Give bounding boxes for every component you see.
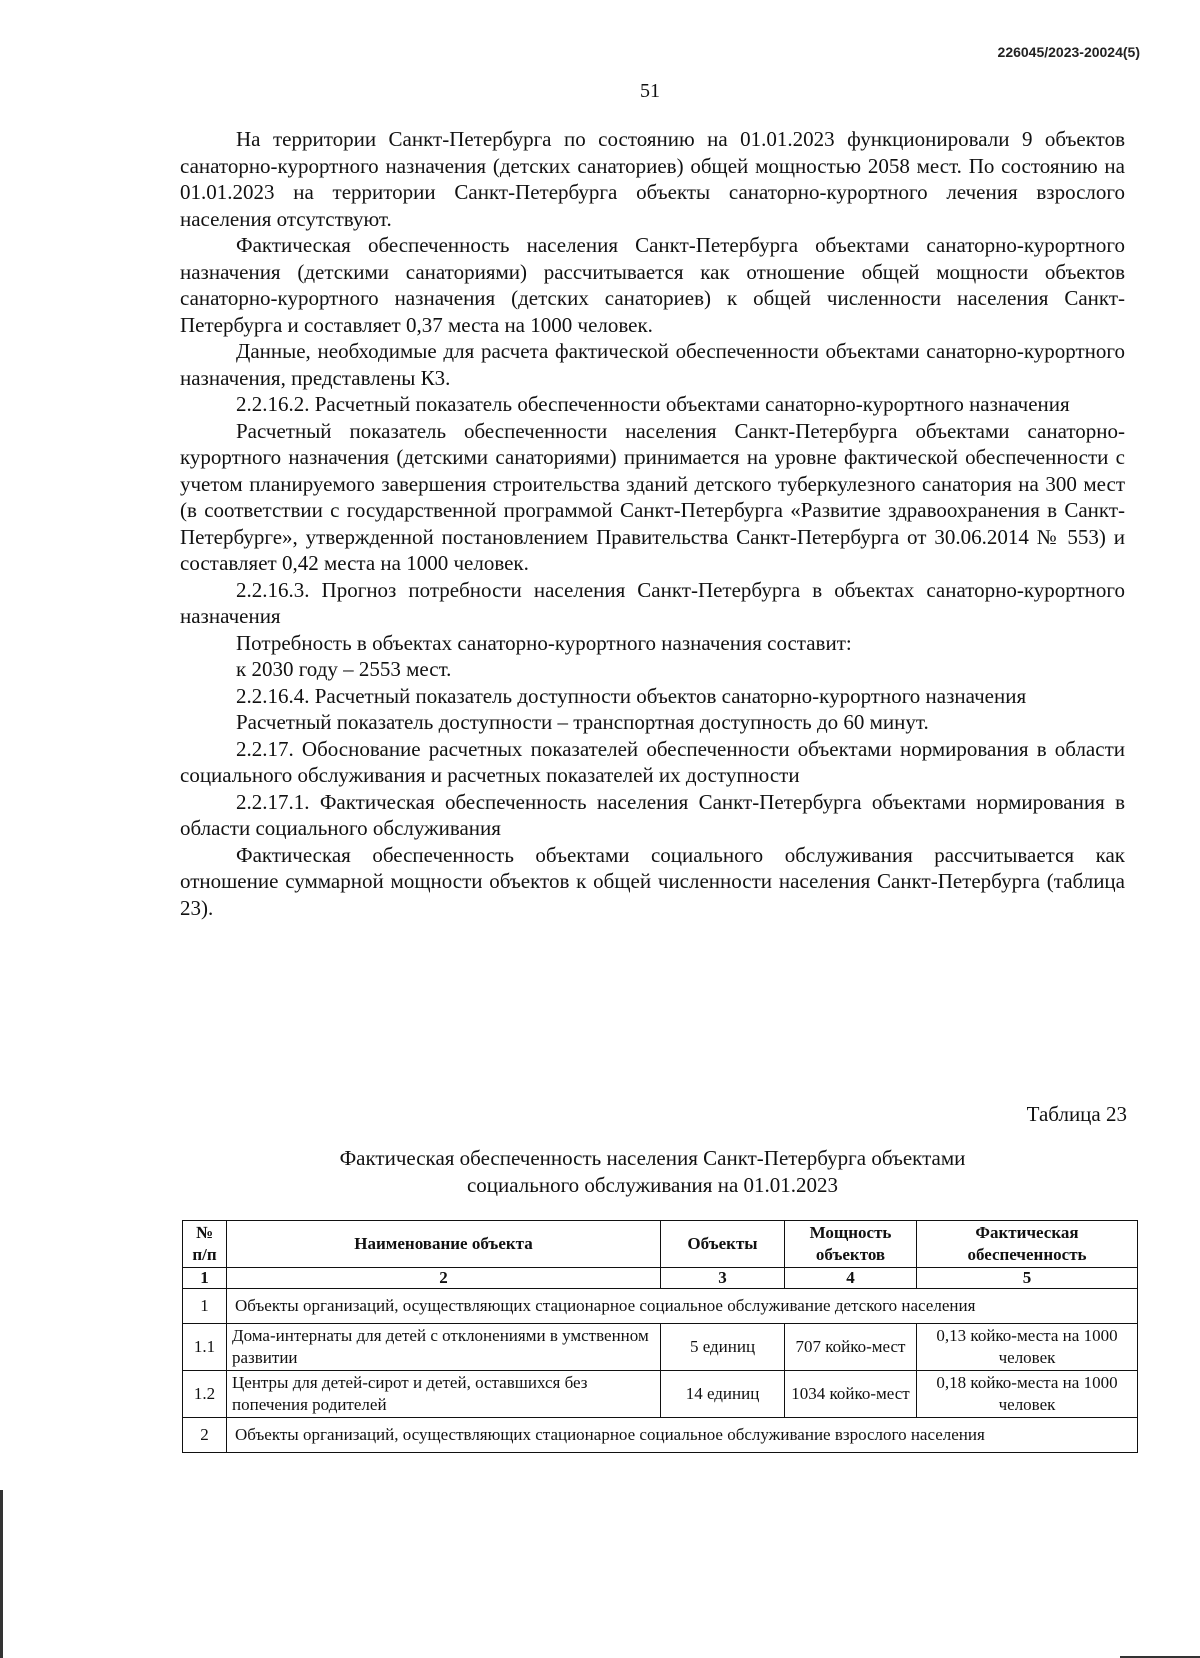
section-title: Объекты организаций, осуществляющих стационарное социальное обслуживание взрослого населения xyxy=(227,1418,1138,1453)
row-number: 1 xyxy=(183,1289,227,1324)
object-capacity: 1034 койко-мест xyxy=(785,1371,917,1418)
section-row xyxy=(183,1289,1138,1324)
column-number: 4 xyxy=(785,1268,917,1289)
document-id: 226045/2023-20024(5) xyxy=(997,44,1140,60)
table-container xyxy=(182,1220,1138,1453)
object-provision: 0,18 койко-места на 1000 человек xyxy=(917,1371,1138,1418)
table-header-row xyxy=(183,1221,1138,1268)
section-heading: 2.2.16.4. Расчетный показатель доступности объектов санаторно-курортного назначения xyxy=(236,683,1027,708)
table-row xyxy=(183,1371,1138,1418)
section-heading: 2.2.16.3. Прогноз потребности населения Санкт-Петербурга в объектах санаторно-курортного назначения xyxy=(180,577,1125,628)
scan-edge-mark xyxy=(0,1490,3,1658)
row-number: 1.2 xyxy=(183,1371,227,1418)
paragraph: Фактическая обеспеченность объектами социального обслуживания рассчитывается как отношение суммарной мощности объектов к общей численности населения Санкт-Петербурга (таблица 23). xyxy=(180,842,1125,920)
header-cell: № п/п xyxy=(183,1221,227,1268)
column-number: 3 xyxy=(661,1268,785,1289)
object-name: Дома-интернаты для детей с отклонениями в умственном развитии xyxy=(227,1324,661,1371)
paragraph: Расчетный показатель доступности – транспортная доступность до 60 минут. xyxy=(236,710,929,734)
page-number: 51 xyxy=(640,80,660,102)
paragraph: Расчетный показатель обеспеченности населения Санкт-Петербурга объектами санаторно-курортного назначения (детскими санаториями) принимается на уровне фактической обеспеченности с учетом планируемого завершения строительства зданий детского туберкулезного санатория на 300 мест (в соответствии с государственной программой Санкт-Петербурга «Развитие здравоохранения в Санкт-Петербурге», утвержденной постановлением Правительства Санкт-Петербурга от 30.06.2014 № 553) и составляет 0,42 места на 1000 человек. xyxy=(180,418,1125,575)
paragraph: Фактическая обеспеченность населения Санкт-Петербурга объектами санаторно-курортного назначения (детскими санаториями) рассчитывается как отношение общей мощности объектов санаторно-курортного назначения (детских санаториев) к общей численности населения Санкт-Петербурга и составляет 0,37 места на 1000 человек. xyxy=(180,233,1125,337)
section-heading: 2.2.17.1. Фактическая обеспеченность населения Санкт-Петербурга объектами нормирования в области социального обслуживания xyxy=(180,789,1125,840)
object-count: 5 единиц xyxy=(661,1324,785,1371)
object-provision: 0,13 койко-места на 1000 человек xyxy=(917,1324,1138,1371)
paragraph: Потребность в объектах санаторно-курортного назначения составит: xyxy=(236,630,852,655)
provision-table xyxy=(182,1220,1138,1453)
object-name: Центры для детей-сирот и детей, оставшихся без попечения родителей xyxy=(227,1371,661,1418)
table-title-line: социального обслуживания на 01.01.2023 xyxy=(466,1173,839,1197)
section-heading: 2.2.17. Обоснование расчетных показателей обеспеченности объектами нормирования в области социального обслуживания и расчетных показателей их доступности xyxy=(180,736,1125,787)
column-number: 2 xyxy=(227,1268,661,1289)
section-title: Объекты организаций, осуществляющих стационарное социальное обслуживание детского населения xyxy=(227,1289,1138,1324)
row-number: 2 xyxy=(183,1418,227,1453)
column-number: 1 xyxy=(183,1268,227,1289)
section-heading: 2.2.16.2. Расчетный показатель обеспеченности объектами санаторно-курортного назначения xyxy=(236,392,1070,416)
object-capacity: 707 койко-мест xyxy=(785,1324,917,1371)
header-cell: Наименование объекта xyxy=(227,1221,661,1268)
column-number: 5 xyxy=(917,1268,1138,1289)
object-count: 14 единиц xyxy=(661,1371,785,1418)
paragraph: Данные, необходимые для расчета фактической обеспеченности объектами санаторно-курортного назначения, представлены К3. xyxy=(180,339,1125,390)
table-label: Таблица 23 xyxy=(1026,1102,1127,1126)
table-row xyxy=(183,1324,1138,1371)
table-title-line: Фактическая обеспеченность населения Санкт-Петербурга объектами xyxy=(339,1146,966,1170)
section-row xyxy=(183,1418,1138,1453)
body-text xyxy=(180,126,1125,921)
header-cell: Мощность объектов xyxy=(785,1221,917,1268)
header-cell: Фактическая обеспеченность xyxy=(917,1221,1138,1268)
paragraph: На территории Санкт-Петербурга по состоянию на 01.01.2023 функционировали 9 объектов санаторно-курортного назначения (детских санаториев) общей мощностью 2058 мест. По состоянию на 01.01.2023 на территории Санкт-Петербурга объекты санаторно-курортного лечения взрослого населения отсутствуют. xyxy=(180,127,1125,231)
column-number-row xyxy=(183,1268,1138,1289)
paragraph: к 2030 году – 2553 мест. xyxy=(236,657,452,681)
header-cell: Объекты xyxy=(661,1221,785,1268)
table-title xyxy=(240,1145,1065,1199)
row-number: 1.1 xyxy=(183,1324,227,1371)
